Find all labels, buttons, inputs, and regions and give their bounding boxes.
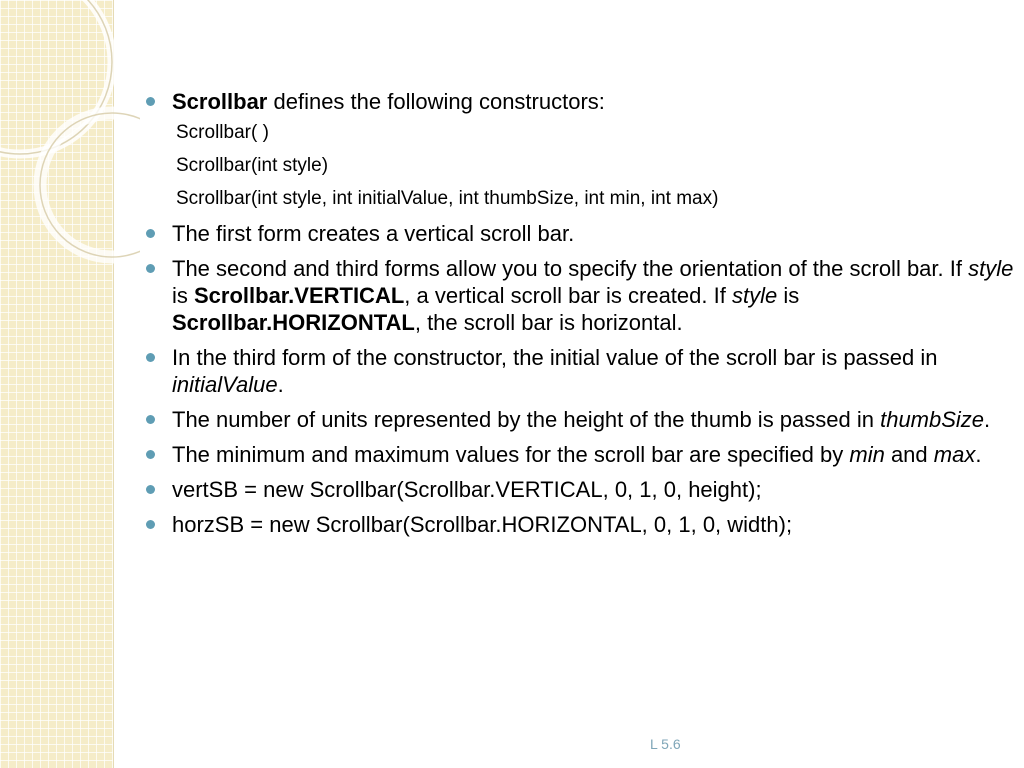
bullet-item — [146, 441, 1018, 468]
bullet-dot-icon — [146, 264, 155, 273]
bullet-item — [146, 255, 1018, 336]
italic-term: min — [849, 442, 885, 467]
decorative-rings — [0, 0, 140, 320]
bullet-item — [146, 344, 1018, 398]
bullet-text: The second and third forms allow you to specify the orientation of the scroll bar. If — [172, 256, 969, 281]
bullet-text: . — [277, 372, 284, 397]
bullet-text: and — [884, 442, 934, 467]
bullet-text: The number of units represented by the height of the thumb is passed in — [172, 407, 881, 432]
constructor-item: Scrollbar(int style) — [176, 155, 329, 176]
slide-content — [146, 88, 1018, 546]
bullet-item — [146, 511, 1018, 538]
bullet-dot-icon — [146, 353, 155, 362]
bullet-dot-icon — [146, 415, 155, 424]
bullet-text: . — [975, 442, 982, 467]
bullet-text: , a vertical scroll bar is created. If — [404, 283, 732, 308]
bullet-text: The minimum and maximum values for the scroll bar are specified by — [172, 442, 850, 467]
bullet-text: defines the following constructors: — [267, 89, 605, 114]
italic-term: thumbSize — [880, 407, 985, 432]
bold-term: Scrollbar.VERTICAL — [194, 283, 405, 308]
bullet-dot-icon — [146, 450, 155, 459]
bullet-text: In the third form of the constructor, the initial value of the scroll bar is passed in — [172, 345, 938, 370]
bullet-text: vertSB = new Scrollbar(Scrollbar.VERTICAL, 0, 1, 0, height); — [172, 477, 762, 502]
bullet-text: is — [777, 283, 800, 308]
bullet-dot-icon — [146, 229, 155, 238]
bullet-text: . — [984, 407, 991, 432]
bullet-text: is — [172, 283, 194, 308]
italic-term: max — [933, 442, 976, 467]
bullet-dot-icon — [146, 97, 155, 106]
slide-number: L 5.6 — [650, 736, 681, 752]
italic-term: style — [731, 283, 778, 308]
bullet-item — [146, 476, 1018, 503]
bold-term: Scrollbar — [172, 89, 268, 114]
constructor-item: Scrollbar(int style, int initialValue, int thumbSize, int min, int max) — [176, 188, 719, 209]
italic-term: style — [968, 256, 1014, 281]
bullet-text: , the scroll bar is horizontal. — [414, 310, 683, 335]
bullet-item — [146, 88, 1018, 115]
bullet-item — [146, 220, 1018, 247]
constructor-item: Scrollbar( ) — [176, 122, 269, 143]
bullet-text: The first form creates a vertical scroll bar. — [172, 221, 575, 246]
bullet-dot-icon — [146, 520, 155, 529]
italic-term: initialValue — [172, 372, 278, 397]
bullet-item — [146, 406, 1018, 433]
bullet-text: horzSB = new Scrollbar(Scrollbar.HORIZONTAL, 0, 1, 0, width); — [172, 512, 793, 537]
bullet-dot-icon — [146, 485, 155, 494]
constructor-list — [146, 121, 1018, 211]
bold-term: Scrollbar.HORIZONTAL — [172, 310, 415, 335]
